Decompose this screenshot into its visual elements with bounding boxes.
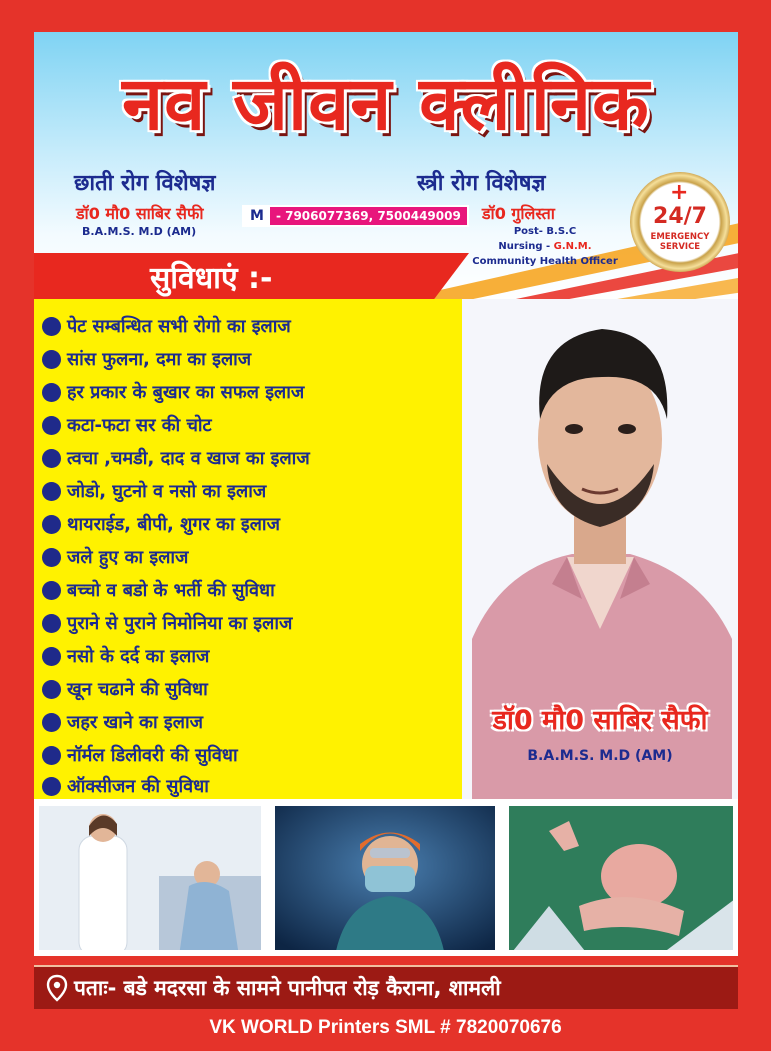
qualification-line-1: Post- B.S.C [513, 226, 577, 237]
phone-numbers[interactable]: - 7906077369, 7500449009 [275, 209, 461, 223]
list-item [42, 410, 212, 440]
left-doctor-degree: B.A.M.S. M.D (AM) [82, 225, 197, 238]
list-item [42, 608, 292, 638]
bullet-icon [42, 449, 61, 468]
bullet-icon [42, 581, 61, 600]
facility-text: जोडो, घुटनो व नसो का इलाज [67, 481, 267, 502]
facility-text: कटा-फटा सर की चोट [67, 415, 212, 436]
right-doctor-qualification [470, 224, 620, 269]
facility-text: सांस फुलना, दमा का इलाज [67, 349, 252, 370]
list-item [42, 311, 291, 341]
newborn-baby-image [506, 803, 736, 953]
bullet-icon [42, 317, 61, 336]
facilities-heading: सुविधाएं :- [150, 261, 273, 296]
mobile-prefix: M [244, 207, 270, 225]
doctor-photo-name: डॉ0 मौ0 साबिर सैफी [492, 705, 708, 736]
emergency-badge [630, 172, 730, 272]
list-item [42, 476, 266, 506]
printer-credit: VK WORLD Printers SML # 7820070676 [209, 1017, 562, 1038]
list-item [42, 740, 238, 770]
bullet-icon [42, 746, 61, 765]
nurse-patient-image [36, 803, 264, 953]
list-item [42, 641, 209, 671]
list-item [42, 377, 304, 407]
facility-text: पुराने से पुराने निमोनिया का इलाज [67, 613, 293, 634]
facility-text: नॉर्मल डिलीवरी की सुविधा [67, 745, 238, 766]
location-pin-icon [46, 974, 68, 1002]
facility-text: खून चढाने की सुविधा [67, 679, 208, 700]
facility-text: जले हुए का इलाज [67, 547, 189, 568]
facility-text: थायराईड, बीपी, शुगर का इलाज [67, 514, 280, 535]
facility-text: नसो के दर्द का इलाज [67, 646, 210, 667]
list-item [42, 542, 188, 572]
chest-specialist-title: छाती रोग विशेषज्ञ [74, 171, 216, 196]
bullet-icon [42, 416, 61, 435]
facility-text: हर प्रकार के बुखार का सफल इलाज [67, 382, 305, 403]
address-text: पताः- बडे मदरसा के सामने पानीपत रोड़ कैराना, शामली [74, 976, 501, 1000]
right-doctor-name: डॉ0 गुलिस्ता [482, 204, 555, 223]
image-strip [34, 803, 738, 953]
bullet-icon [42, 614, 61, 633]
bullet-icon [42, 515, 61, 534]
bullet-icon [42, 680, 61, 699]
qualification-line-3: Community Health Officer [472, 256, 618, 267]
list-item [42, 674, 208, 704]
emergency-label [630, 232, 730, 252]
qualification-nursing: Nursing - [498, 241, 554, 252]
list-item [42, 707, 203, 737]
address-bar [34, 965, 738, 1009]
poster-inner [34, 32, 738, 956]
list-item [42, 771, 209, 801]
surgeon-image [272, 803, 498, 953]
medical-cross-icon: + [670, 180, 689, 205]
clinic-title: नव जीवन क्लीनिक [122, 61, 650, 147]
gynecology-specialist-title: स्त्री रोग विशेषज्ञ [417, 171, 546, 196]
emergency-line-1: EMERGENCY [650, 232, 710, 242]
emergency-hours: 24/7 [653, 204, 707, 229]
facility-text: जहर खाने का इलाज [67, 712, 203, 733]
list-item [42, 443, 310, 473]
bullet-icon [42, 548, 61, 567]
phone-box [242, 205, 469, 227]
facility-text: बच्चो व बडो के भर्ती की सुविधा [67, 580, 275, 601]
bullet-icon [42, 350, 61, 369]
facility-text: त्वचा ,चमडी, दाद व खाज का इलाज [67, 448, 310, 469]
bullet-icon [42, 647, 61, 666]
qualification-line-2 [470, 239, 620, 254]
qualification-gnm: G.N.M. [553, 241, 592, 252]
list-item [42, 509, 280, 539]
facility-text: पेट सम्बन्धित सभी रोगो का इलाज [67, 316, 291, 337]
facilities-list [34, 299, 462, 799]
list-item [42, 575, 275, 605]
bullet-icon [42, 713, 61, 732]
bullet-icon [42, 383, 61, 402]
left-doctor-name: डॉ0 मौ0 साबिर सैफी [76, 204, 204, 223]
emergency-line-2: SERVICE [659, 242, 701, 252]
list-item [42, 344, 251, 374]
facility-text: ऑक्सीजन की सुविधा [67, 776, 209, 797]
bullet-icon [42, 777, 61, 796]
bullet-icon [42, 482, 61, 501]
doctor-photo-degree: B.A.M.S. M.D (AM) [527, 748, 673, 764]
